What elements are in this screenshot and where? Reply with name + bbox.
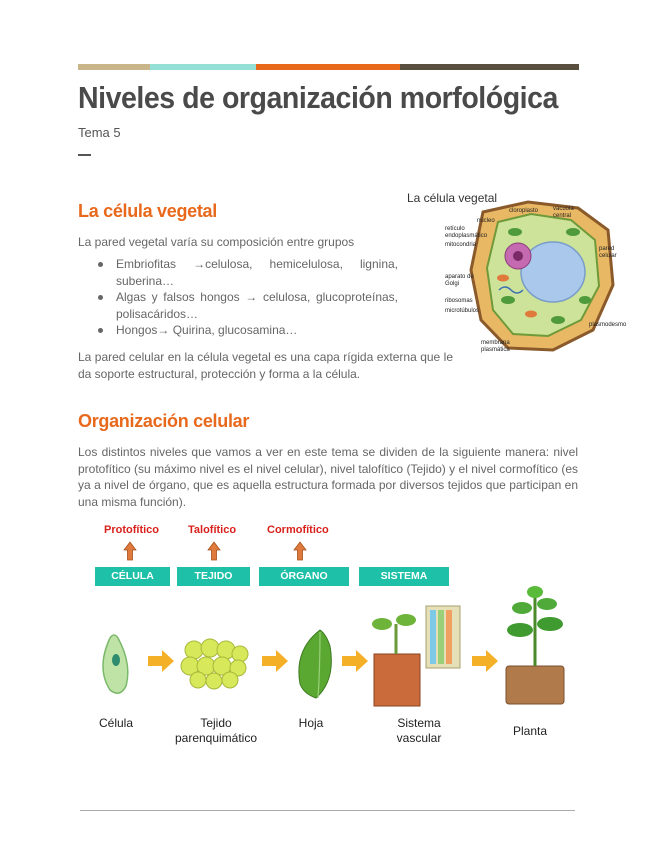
list-item: Embriofitas →celulosa, hemicelulosa, lignina, suberina…: [96, 256, 398, 289]
stripe-4: [400, 64, 579, 70]
plant-illustration: [506, 586, 564, 704]
up-arrow-icon: [124, 542, 136, 560]
right-arrow-icon: [148, 650, 174, 672]
leaf-illustration: [299, 630, 332, 698]
label-mitocondria: mitocondria: [445, 242, 477, 248]
label-pared: pared celular: [599, 246, 617, 259]
caption-sistema: Sistema vascular: [396, 716, 442, 745]
title-dash: [78, 154, 91, 156]
right-arrow-icon: [472, 650, 498, 672]
plant-cell-illustration: [403, 190, 635, 358]
page-subtitle: Tema 5: [78, 125, 121, 140]
up-arrow-icon: [208, 542, 220, 560]
caption-planta: Planta: [512, 724, 548, 738]
stripe-2: [150, 64, 256, 70]
page-title: Niveles de organización morfológica: [78, 80, 558, 115]
level-cormofitico: Cormofítico: [267, 524, 329, 536]
section2-body: Los distintos niveles que vamos a ver en este tema se dividen de la siguiente manera: nivel protofítico (su máximo nivel es el nivel celular), nivel talofítico (Tejido) y el nivel cormofítico (es ya a nivel de órgano, que es aquella estructura formada por diversos tejidos que participan en una misma función).: [78, 445, 578, 509]
label-microtubulos: microtúbulos: [445, 308, 480, 314]
stripe-3: [256, 64, 400, 70]
label-vacuola: vacuola central: [553, 206, 574, 219]
label-plasmodesmo: plasmodesmo: [589, 322, 627, 328]
caption-celula: Célula: [98, 716, 134, 730]
composition-list: [96, 256, 398, 339]
level-protofitico: Protofítico: [104, 524, 159, 536]
label-ribosomas: ribosomas: [445, 298, 473, 304]
list-item: Algas y falsos hongos → celulosa, glucoproteínas, polisacáridos…: [96, 289, 398, 322]
section1-body: La pared celular en la célula vegetal es una capa rígida externa que le da soporte estructural, protección y forma a la célula.: [78, 350, 453, 381]
label-cloroplasto: cloroplasto: [509, 208, 539, 214]
box-celula: CÉLULA: [95, 567, 170, 586]
figure-title: La célula vegetal: [407, 191, 498, 205]
label-golgi: aparato de Golgi: [445, 274, 474, 287]
section-heading-organizacion: Organización celular: [78, 411, 250, 431]
vascular-system-illustration: [372, 606, 460, 706]
caption-tejido: Tejido parenquimático: [174, 716, 258, 745]
up-arrow-icon: [294, 542, 306, 560]
plant-cell-figure: [403, 190, 635, 358]
footer-divider: [80, 810, 575, 811]
label-reticulo: retículo endoplasmático: [445, 226, 488, 239]
label-nucleo: núcleo: [477, 218, 495, 224]
box-tejido: TEJIDO: [177, 567, 250, 586]
cell-illustration: [103, 635, 128, 693]
list-item: Hongos→ Quirina, glucosamina…: [96, 322, 398, 339]
stripe-1: [78, 64, 150, 70]
right-arrow-icon: [262, 650, 288, 672]
organization-diagram: [80, 520, 580, 760]
label-membrana: membrana plasmática: [481, 340, 510, 353]
section1-intro: La pared vegetal varía su composición entre grupos: [78, 235, 355, 249]
box-organo: ÓRGANO: [259, 567, 349, 586]
section-heading-celula: La célula vegetal: [78, 201, 217, 221]
right-arrow-icon: [342, 650, 368, 672]
level-talofitico: Talofítico: [188, 524, 237, 536]
box-sistema: SISTEMA: [359, 567, 449, 586]
caption-hoja: Hoja: [298, 716, 324, 730]
tissue-illustration: [181, 639, 248, 689]
